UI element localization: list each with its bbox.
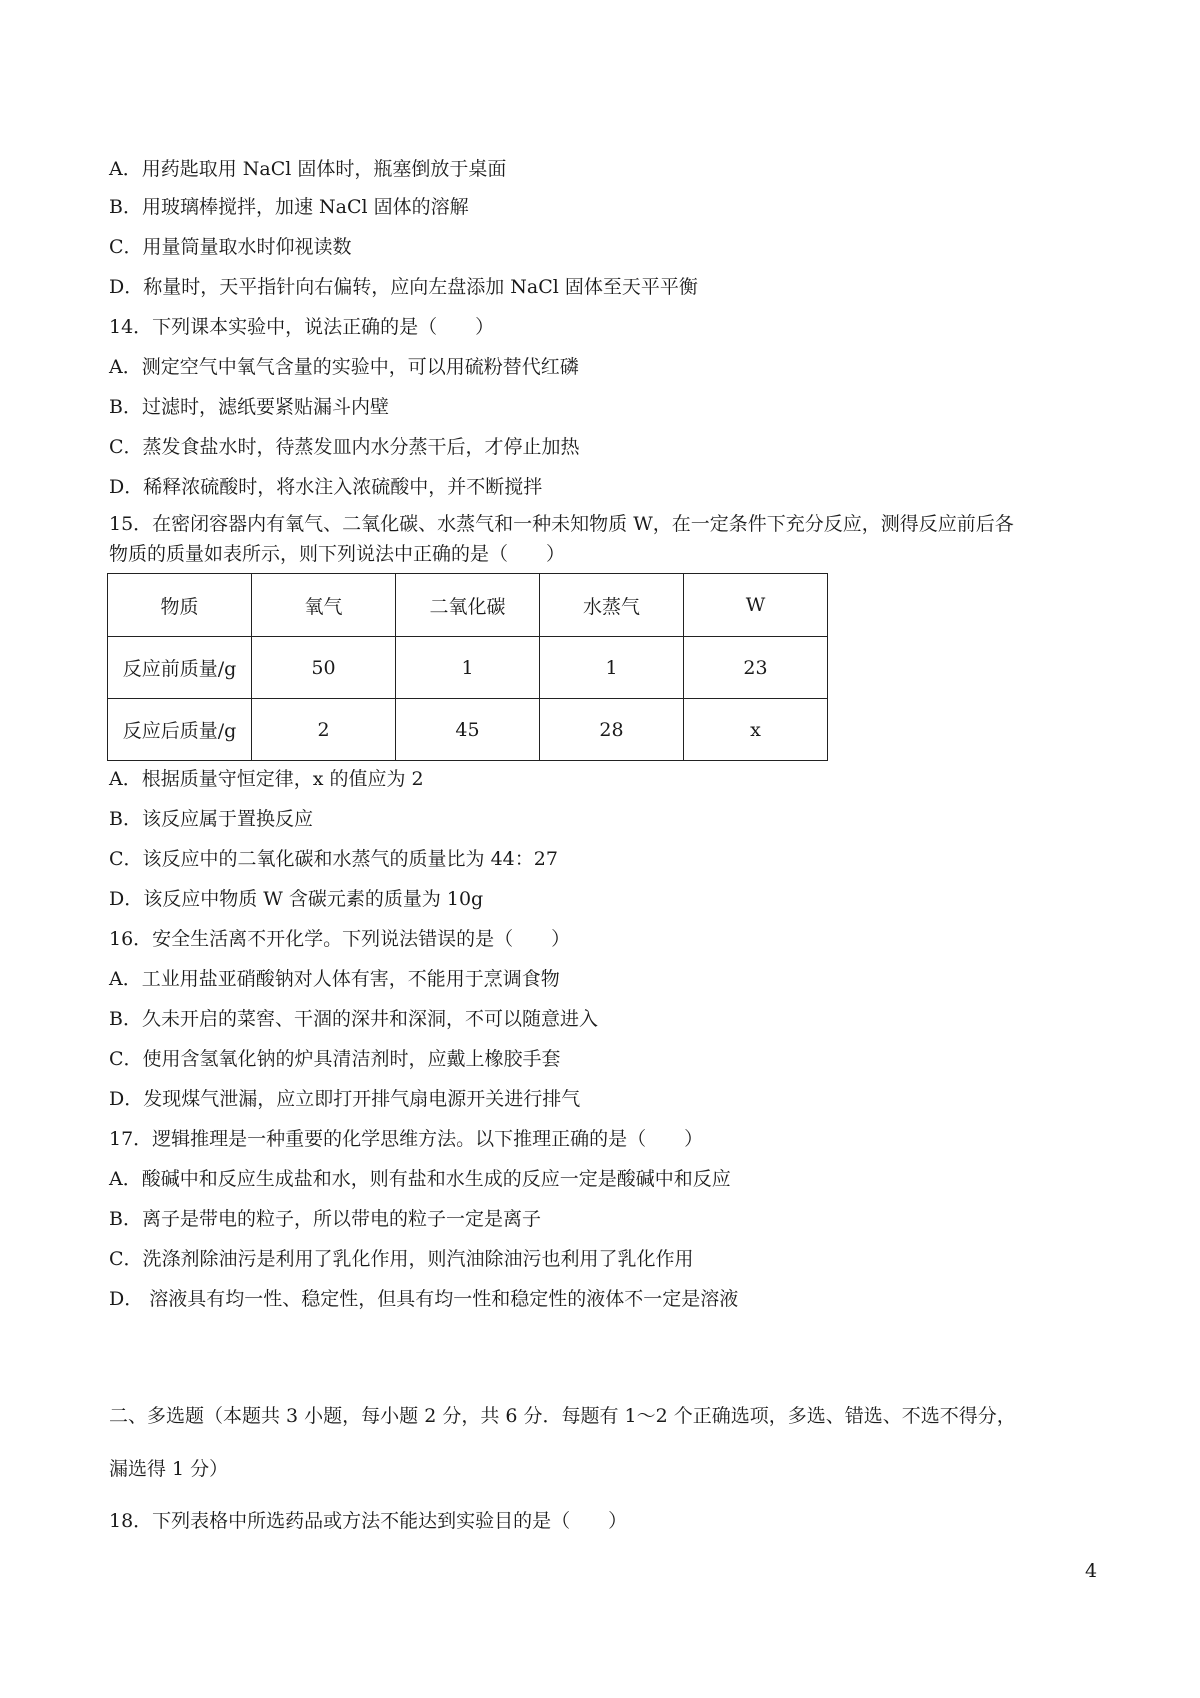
table-cell: 水蒸气 (540, 574, 684, 637)
q17-stem: 17．逻辑推理是一种重要的化学思维方法。以下推理正确的是（ ） (109, 1128, 704, 1150)
q16-option-c: C．使用含氢氧化钠的炉具清洁剂时，应戴上橡胶手套 (109, 1048, 561, 1070)
q16-stem: 16．安全生活离不开化学。下列说法错误的是（ ） (109, 928, 571, 950)
q14-stem: 14．下列课本实验中，说法正确的是（ ） (109, 316, 495, 338)
table-row (108, 699, 828, 761)
q15-option-c: C．该反应中的二氧化碳和水蒸气的质量比为 44：27 (109, 848, 558, 870)
table-cell: x (684, 699, 828, 761)
q14-option-c: C．蒸发食盐水时，待蒸发皿内水分蒸干后，才停止加热 (109, 436, 580, 458)
table-cell: 氧气 (252, 574, 396, 637)
q18-stem: 18．下列表格中所选药品或方法不能达到实验目的是（ ） (109, 1510, 628, 1532)
q17-option-a: A．酸碱中和反应生成盐和水，则有盐和水生成的反应一定是酸碱中和反应 (109, 1168, 731, 1190)
q13-option-d: D．称量时，天平指针向右偏转，应向左盘添加 NaCl 固体至天平平衡 (109, 276, 698, 298)
q16-option-d: D．发现煤气泄漏，应立即打开排气扇电源开关进行排气 (109, 1088, 581, 1110)
table-cell: 反应后质量/g (108, 699, 252, 761)
q15-mass-table (107, 573, 828, 761)
q17-option-d: D． 溶液具有均一性、稳定性，但具有均一性和稳定性的液体不一定是溶液 (109, 1288, 739, 1310)
q14-option-a: A．测定空气中氧气含量的实验中，可以用硫粉替代红磷 (109, 356, 579, 378)
table-cell: 2 (252, 699, 396, 761)
table-cell: 二氧化碳 (396, 574, 540, 637)
page-number: 4 (1085, 1560, 1098, 1582)
section2-heading-line1: 二、多选题（本题共 3 小题，每小题 2 分，共 6 分．每题有 1～2 个正确选项，多选、错选、不选不得分， (109, 1405, 1016, 1427)
table-cell: 50 (252, 637, 396, 699)
q15-option-a: A．根据质量守恒定律，x 的值应为 2 (109, 768, 424, 790)
q17-option-c: C．洗涤剂除油污是利用了乳化作用，则汽油除油污也利用了乳化作用 (109, 1248, 694, 1270)
table-cell: 反应前质量/g (108, 637, 252, 699)
table-cell: 45 (396, 699, 540, 761)
q17-option-b: B．离子是带电的粒子，所以带电的粒子一定是离子 (109, 1208, 541, 1230)
table-cell: 1 (396, 637, 540, 699)
q13-option-c: C．用量筒量取水时仰视读数 (109, 236, 352, 258)
q13-option-a: A．用药匙取用 NaCl 固体时，瓶塞倒放于桌面 (109, 158, 507, 180)
q16-option-a: A．工业用盐亚硝酸钠对人体有害，不能用于烹调食物 (109, 968, 560, 990)
q14-option-d: D．稀释浓硫酸时，将水注入浓硫酸中，并不断搅拌 (109, 476, 543, 498)
table-cell: 物质 (108, 574, 252, 637)
table-cell: W (684, 574, 828, 637)
table-row (108, 637, 828, 699)
q15-stem-line2: 物质的质量如表所示，则下列说法中正确的是（ ） (109, 543, 566, 565)
q15-option-d: D．该反应中物质 W 含碳元素的质量为 10g (109, 888, 484, 910)
table-cell: 23 (684, 637, 828, 699)
section2-heading-line2: 漏选得 1 分） (109, 1458, 229, 1480)
table-row (108, 574, 828, 637)
table-cell: 1 (540, 637, 684, 699)
q16-option-b: B．久未开启的菜窖、干涸的深井和深洞，不可以随意进入 (109, 1008, 598, 1030)
q15-option-b: B．该反应属于置换反应 (109, 808, 313, 830)
table-cell: 28 (540, 699, 684, 761)
q14-option-b: B．过滤时，滤纸要紧贴漏斗内壁 (109, 396, 389, 418)
q15-stem-line1: 15．在密闭容器内有氧气、二氧化碳、水蒸气和一种未知物质 W，在一定条件下充分反应，测得反应前后各 (109, 513, 1014, 535)
q13-option-b: B．用玻璃棒搅拌，加速 NaCl 固体的溶解 (109, 196, 469, 218)
